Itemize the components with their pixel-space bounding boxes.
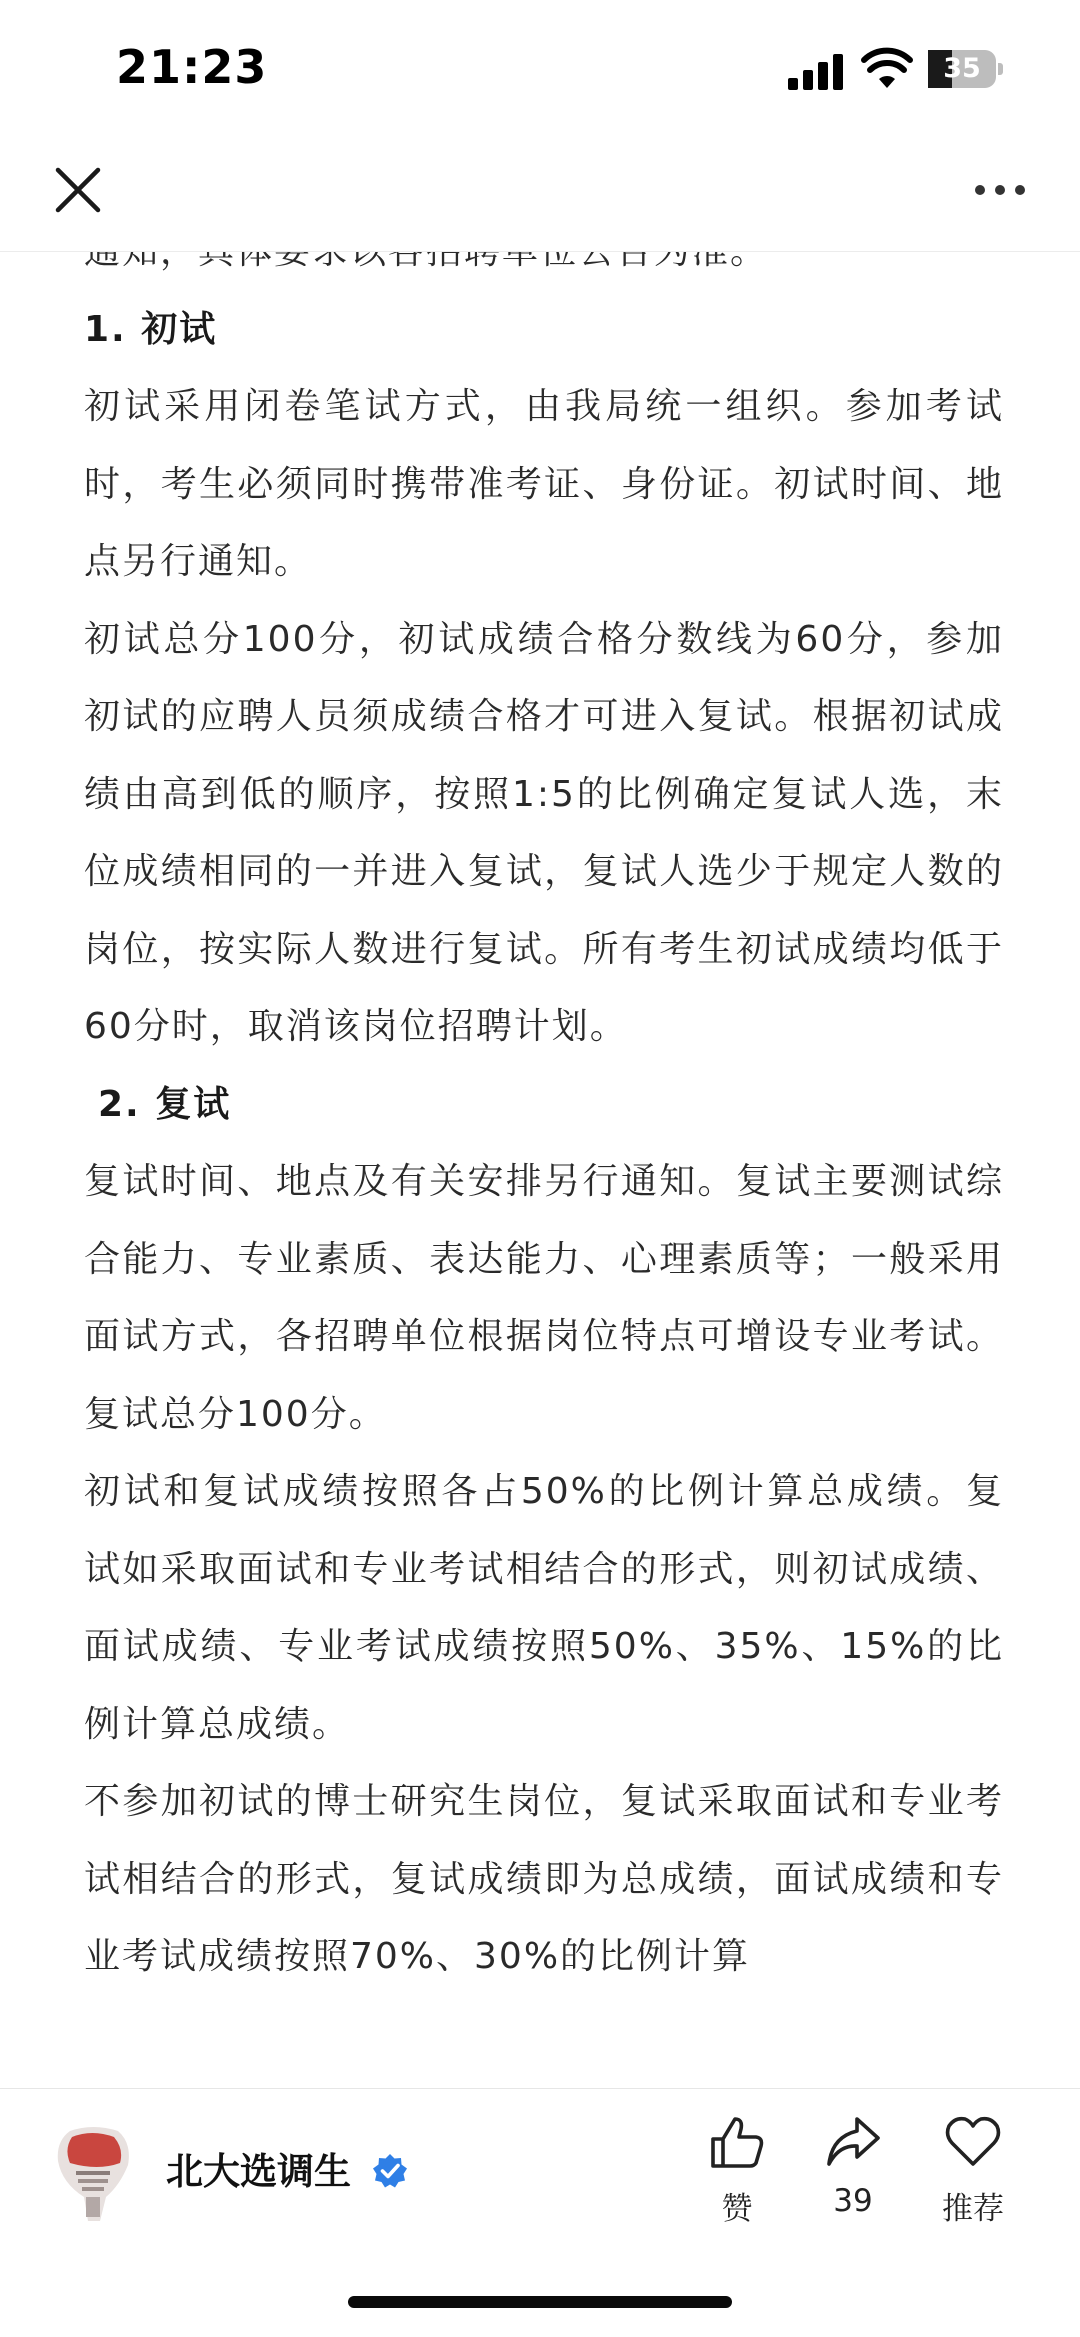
more-icon[interactable] [972,174,1028,206]
status-bar [0,0,1080,140]
home-indicator[interactable] [348,2296,732,2308]
battery-icon [928,50,1002,88]
article-paragraph: 不参加初试的博士研究生岗位，复试采取面试和专业考试相结合的形式，复试成绩即为总成绩，面试成绩和专业考试成绩按照70%、30%的比例计算 [84,1781,1004,1977]
recommend-button[interactable] [928,2113,1018,2228]
author-avatar[interactable] [48,2123,138,2227]
battery-level: 35 [943,53,981,84]
section-heading: 2. 复试 [98,1083,232,1125]
author-name[interactable]: 北大选调生 [166,2150,351,2193]
verified-badge-icon [372,2153,408,2189]
share-count: 39 [833,2183,873,2219]
heart-icon [943,2113,1003,2171]
nav-bar [0,140,1080,252]
wifi-icon [862,48,912,90]
status-time: 21:23 [116,40,268,94]
share-button[interactable] [808,2113,898,2219]
like-label: 赞 [721,2191,753,2227]
close-icon[interactable] [52,164,104,216]
share-icon [823,2113,883,2171]
thumbs-up-icon [707,2113,767,2171]
article-paragraph: 复试时间、地点及有关安排另行通知。复试主要测试综合能力、专业素质、表达能力、心理素质等；一般采用面试方式，各招聘单位根据岗位特点可增设专业考试。复试总分100分。 [84,1161,1004,1435]
like-button[interactable] [692,2113,782,2228]
section-heading: 1. 初试 [84,308,218,350]
article-paragraph: 初试总分100分，初试成绩合格分数线为60分，参加初试的应聘人员须成绩合格才可进入复试。根据初试成绩由高到低的顺序，按照1:5的比例确定复试人选，末位成绩相同的一并进入复试，复试人选少于规定人数的岗位，按实际人数进行复试。所有考生初试成绩均低于60分时，取消该岗位招聘计划。 [84,618,1004,1047]
cellular-signal-icon [788,54,844,90]
recommend-label: 推荐 [942,2191,1004,2227]
article-paragraph: 初试和复试成绩按照各占50%的比例计算总成绩。复试如采取面试和专业考试相结合的形式，则初试成绩、面试成绩、专业考试成绩按照50%、35%、15%的比例计算总成绩。 [84,1471,1004,1745]
article-paragraph: 初试采用闭卷笔试方式，由我局统一组织。参加考试时，考生必须同时携带准考证、身份证。初试时间、地点另行通知。 [84,386,1004,582]
article-content [0,253,1080,2088]
